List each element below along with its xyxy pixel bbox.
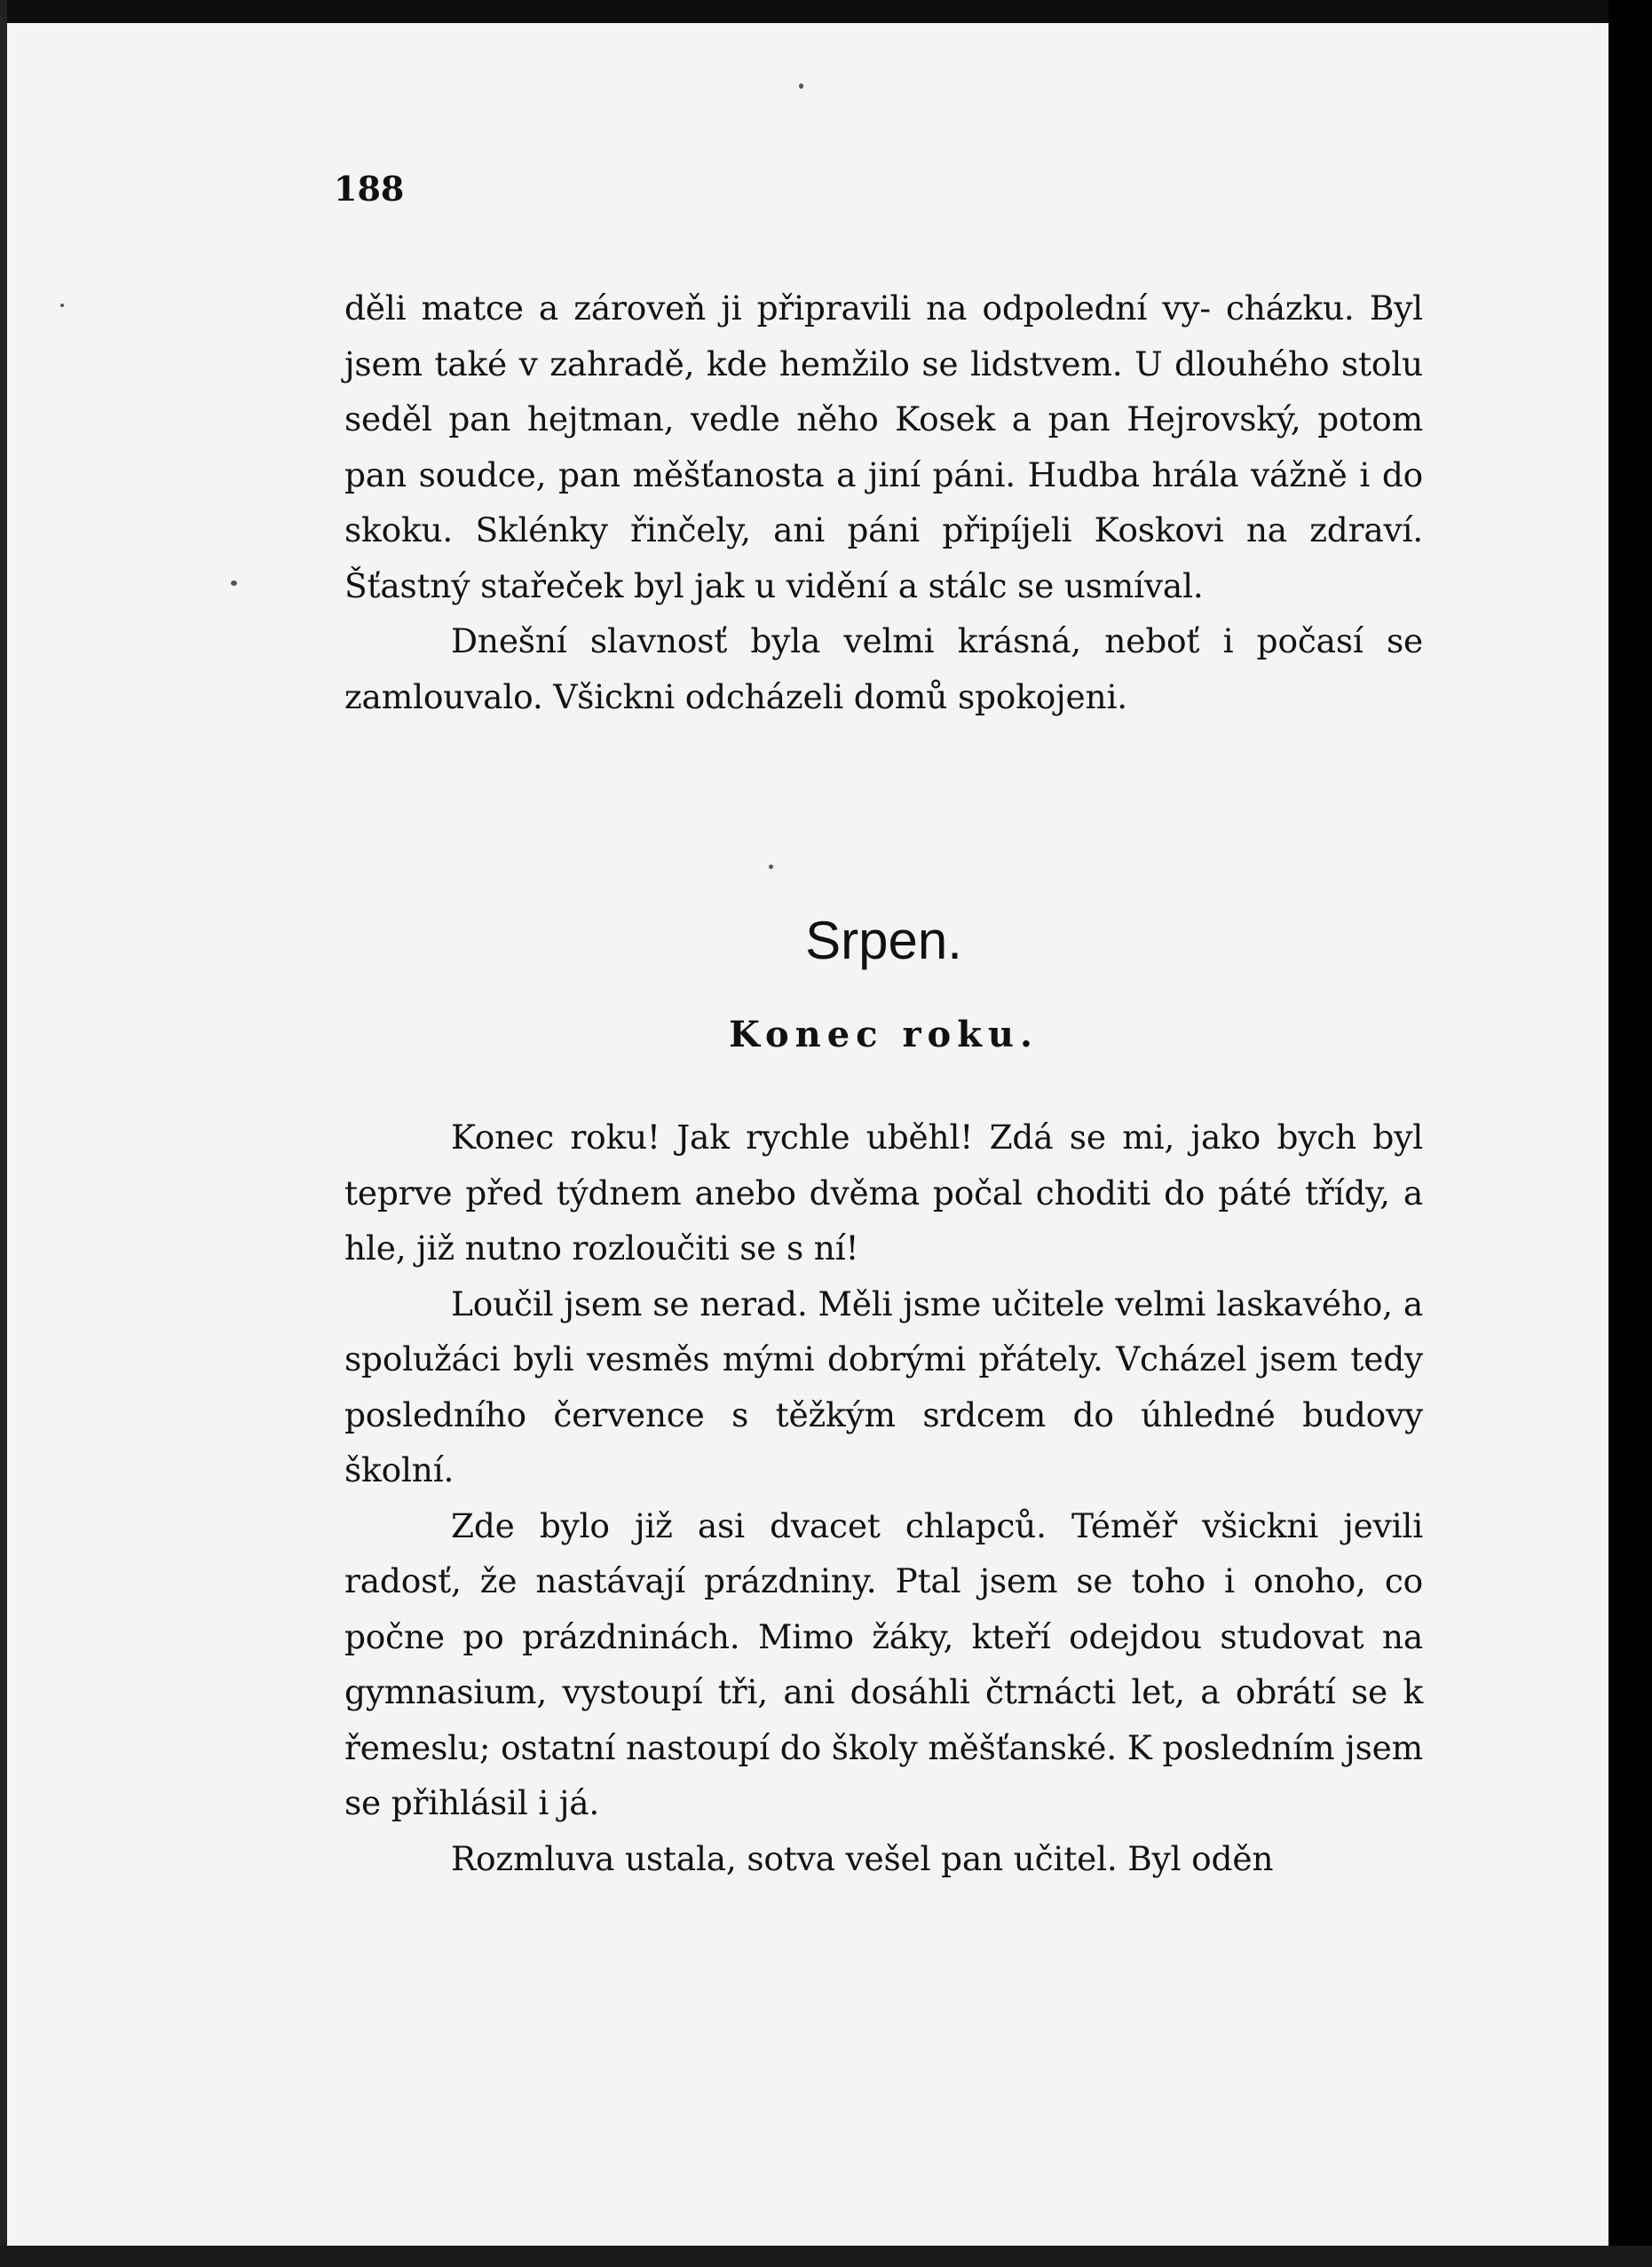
text-line: lidstvem. U dlouhého stolu seděl pan hejtman, vedle bbox=[344, 344, 1423, 438]
scan-speck bbox=[231, 581, 237, 586]
paragraph-continued bbox=[344, 280, 1423, 613]
text-line: měšťanosta a jiní páni. Hudba hrála vážně i do skoku. bbox=[344, 454, 1423, 549]
paragraph: Dnešní slavnosť byla velmi krásná, neboť i počasí se zamlouvalo. Všickni odcházeli domů spokojeni. bbox=[344, 621, 1423, 716]
paragraph: Rozmluva ustala, sotva vešel pan učitel. Byl oděn bbox=[451, 1838, 1274, 1878]
text-line: Šťastný stařeček byl jak u vidění a stálc se usmíval. bbox=[344, 565, 1204, 605]
text-block-top bbox=[344, 280, 1423, 724]
page-number: 188 bbox=[334, 169, 405, 209]
text-line: děli matce a zároveň ji připravili na odpolední vy- bbox=[344, 288, 1211, 328]
scan-border-right bbox=[1609, 0, 1652, 2267]
scan-border-left bbox=[0, 0, 7, 2267]
paragraph: Loučil jsem se nerad. Měli jsme učitele velmi laskavého, a spolužáci byli vesměs mými dobrými přátely. Vcházel jsem tedy posledního července s těžkým srdcem do úhledné budovy školní. bbox=[344, 1284, 1423, 1489]
month-heading: Srpen. bbox=[805, 911, 962, 970]
text-line: Sklénky řinčely, ani páni připíjeli Koskovi na zdraví. bbox=[475, 510, 1423, 549]
scan-speck bbox=[769, 865, 773, 869]
scan-speck bbox=[60, 304, 64, 307]
text-line: cházku. Byl jsem také v zahradě, kde hemžilo se bbox=[344, 288, 1423, 383]
chapter-heading: Konec roku. bbox=[729, 1014, 1039, 1055]
paragraph: Konec roku! Jak rychle uběhl! Zdá se mi, jako bych byl teprve před týdnem anebo dvěma počal choditi do páté třídy, a hle, již nutno rozloučiti se s ní! bbox=[344, 1118, 1423, 1268]
scan-border-top bbox=[0, 0, 1652, 23]
scan-edge-right bbox=[1598, 23, 1609, 2246]
scan-border-bottom bbox=[0, 2246, 1652, 2267]
text-block-bottom bbox=[344, 1110, 1423, 1886]
scan-speck bbox=[799, 83, 803, 89]
text-line: něho Kosek a pan Hejrovský, potom pan soudce, pan bbox=[344, 399, 1424, 494]
paragraph: Zde bylo již asi dvacet chlapců. Téměř všickni jevili radosť, že nastávají prázdniny. Ptal jsem se toho i onoho, co počne po prázdninách. Mimo žáky, kteří odejdou studovat na gymnasium, vystoupí tři, ani dosáhli čtrnácti let, a obrátí se k řemeslu; ostatní nastoupí do školy měšťanské. K posledním jsem se přihlásil i já. bbox=[344, 1505, 1423, 1822]
